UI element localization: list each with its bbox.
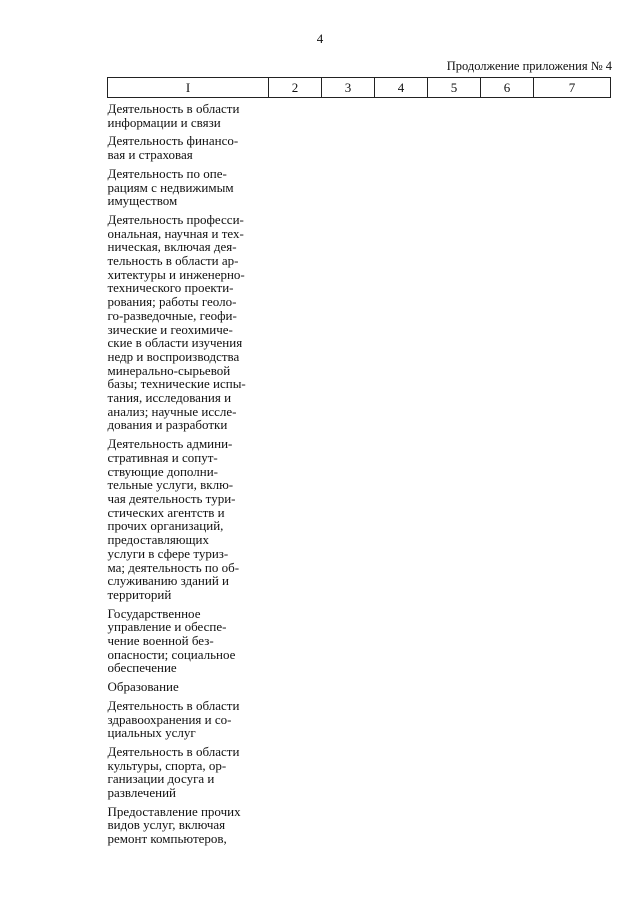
activity-label: Деятельность в области информации и связи <box>107 101 240 130</box>
activity-cell <box>108 208 269 432</box>
column-header-5: 5 <box>428 78 481 98</box>
activity-label: Деятельность по опе- рациям с недвижимым имуществом <box>107 165 234 209</box>
column-header-6: 6 <box>481 78 534 98</box>
table-row <box>108 432 611 601</box>
activity-cell <box>108 675 269 694</box>
column-header-7: 7 <box>534 78 611 98</box>
table-row <box>108 694 611 740</box>
column-header-4: 4 <box>375 78 428 98</box>
activity-label: Деятельность в области культуры, спорта, ор- ганизации досуга и развлечений <box>107 743 240 801</box>
activity-cell <box>108 162 269 208</box>
activity-cell <box>108 129 269 161</box>
appendix-table <box>107 77 611 846</box>
activity-label: Деятельность професси- ональная, научная и тех- ническая, включая дея- тельность в области ар- хитектуры и инженерно- технического проекти- рования; работы геоло- го-разведочные, геофи- зические и геохимиче- ские в области изучения недр и воспроизводства минерально-сырьевой базы; технические испы- тания, исследования и анализ; научные иссле- дования и разработки <box>107 211 246 433</box>
table-row <box>108 740 611 800</box>
activity-label: Деятельность в области здравоохранения и со- циальных услуг <box>107 697 240 741</box>
page-number: 4 <box>316 31 324 46</box>
table-row <box>108 675 611 694</box>
activity-cell <box>108 800 269 846</box>
activity-label: Образование <box>107 679 179 695</box>
table-row <box>108 129 611 161</box>
table-row <box>108 208 611 432</box>
continuation-label: Продолжение приложения № 4 <box>446 59 612 73</box>
table-row <box>108 800 611 846</box>
column-header-1: I <box>108 78 269 98</box>
table-container <box>107 77 611 846</box>
activity-label: Деятельность админи- стративная и сопут- ствующие дополни- тельные услуги, вклю- чая деятельность тури- стических агентств и прочих организаций, предоставляющих услуги в сфере туриз- ма; деятельность по об- служиванию зданий и территорий <box>107 436 240 602</box>
activity-cell <box>108 740 269 800</box>
activity-cell <box>108 432 269 601</box>
activity-cell <box>108 694 269 740</box>
activity-label: Деятельность финансо- вая и страховая <box>107 133 239 163</box>
activity-label: Государственное управление и обеспе- чение военной без- опасности; социальное обеспечение <box>107 605 236 676</box>
activity-label: Предоставление прочих видов услуг, включая ремонт компьютеров, <box>107 803 241 847</box>
activity-cell <box>108 602 269 676</box>
table-row <box>108 98 611 130</box>
activity-cell <box>108 98 269 130</box>
column-header-3: 3 <box>322 78 375 98</box>
table-header-row <box>108 78 611 98</box>
column-header-2: 2 <box>269 78 322 98</box>
table-row <box>108 162 611 208</box>
table-row <box>108 602 611 676</box>
